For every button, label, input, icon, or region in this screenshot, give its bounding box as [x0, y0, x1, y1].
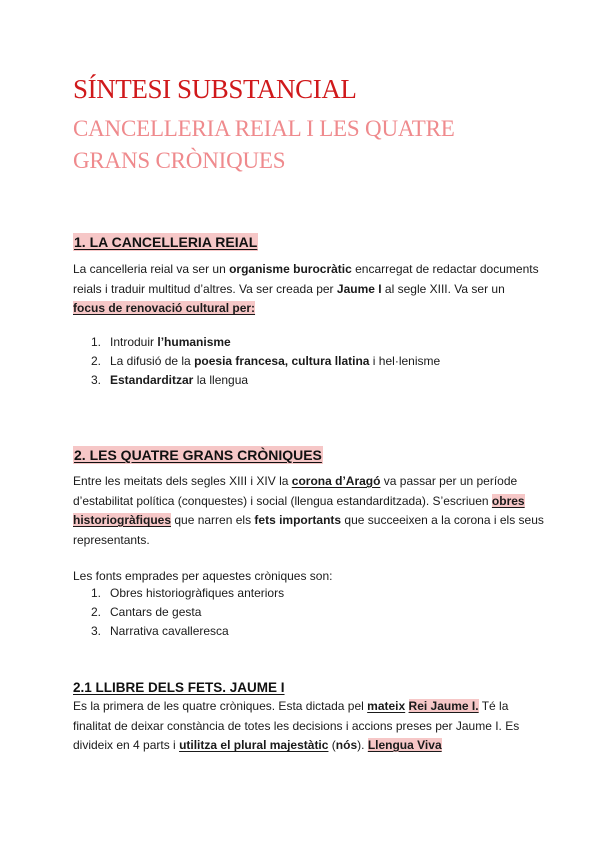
- highlighted-term: focus de renovació cultural per:: [73, 301, 256, 315]
- section-2-paragraph: [73, 472, 544, 550]
- list-number: 3.: [91, 373, 102, 387]
- section-1-paragraph: [73, 260, 539, 319]
- section-1-heading-text: 1. LA CANCELLERIA REIAL: [74, 234, 258, 250]
- subtitle-line-1: CANCELLERIA REIAL I LES QUATRE: [73, 116, 455, 141]
- list-text: [110, 354, 440, 368]
- highlighted-term: Rei Jaume I.: [408, 699, 479, 713]
- list-number: 2.: [91, 605, 102, 619]
- list-text: [110, 373, 248, 387]
- text-run: Té la: [478, 699, 509, 713]
- paragraph-line: [73, 260, 539, 280]
- list-number: 1.: [91, 586, 102, 600]
- bold-term: poesia francesa, cultura llatina: [194, 354, 370, 368]
- list-text: Cantars de gesta: [110, 605, 202, 619]
- text-run: Entre les meitats dels segles XIII i XIV la: [73, 474, 292, 488]
- bold-term: utilitza el plural majestàtic: [179, 738, 329, 752]
- paragraph-line: [73, 492, 544, 512]
- text-run: reials i traduir multitud d’altres. Va ser creada per: [73, 281, 337, 296]
- paragraph-line: [73, 697, 519, 717]
- subtitle-line-2: GRANS CRÒNIQUES: [73, 148, 286, 173]
- bold-term: corona d’Aragó: [291, 474, 381, 488]
- text-run: la llengua: [193, 373, 249, 387]
- bold-term: nós: [335, 738, 358, 752]
- text-run: que succeeixen a la corona i els seus: [341, 513, 544, 527]
- page-subtitle: [73, 113, 455, 177]
- list-text: [110, 335, 231, 349]
- highlighted-term: Llengua Viva: [367, 738, 442, 752]
- bold-term: organisme burocràtic: [229, 262, 352, 276]
- text-run: va passar per un període: [380, 474, 518, 488]
- text-run: La cancelleria reial va ser un: [73, 262, 230, 276]
- bold-term: Estandarditzar: [110, 373, 194, 387]
- page-title: SÍNTESI SUBSTANCIAL: [73, 74, 357, 104]
- paragraph-line: [73, 511, 544, 531]
- highlighted-term: obres: [491, 493, 525, 508]
- list-number: 1.: [91, 335, 102, 349]
- section-1-heading: [73, 234, 258, 250]
- highlighted-term: historiogràfiques: [73, 513, 172, 527]
- bold-term: Jaume I: [336, 281, 382, 296]
- text-run: encarregat de redactar documents: [351, 262, 539, 276]
- section-2-1-paragraph: [73, 697, 519, 756]
- text-run: al segle XIII. Va ser un: [381, 281, 505, 296]
- text-run: d’estabilitat política (conquestes) i social (llengua estandarditzada). S’escriuen: [73, 493, 492, 508]
- bold-term: fets importants: [254, 513, 342, 527]
- paragraph-line: finalitat de deixar constància de totes les decisions i accions preses per Jaume I. Es: [73, 718, 520, 733]
- text-run: que narren els: [171, 513, 255, 527]
- paragraph-line: [73, 280, 539, 300]
- text-run: La difusió de la: [110, 354, 195, 368]
- text-run: (: [328, 738, 336, 752]
- bold-term: l’humanisme: [157, 335, 231, 349]
- text-run: Es la primera de les quatre cròniques. Esta dictada pel: [73, 699, 368, 713]
- text-run: i hel·lenisme: [369, 354, 441, 368]
- text-run: Introduir: [110, 335, 158, 349]
- paragraph-line: [73, 299, 539, 319]
- text-run: ).: [357, 738, 368, 752]
- paragraph-line: [73, 736, 519, 756]
- list-number: 2.: [91, 354, 102, 368]
- paragraph-line: representants.: [73, 532, 150, 547]
- list-text: Narrativa cavalleresca: [110, 624, 229, 638]
- fonts-intro: Les fonts emprades per aquestes cròniques son:: [73, 569, 333, 583]
- paragraph-line: [73, 472, 544, 492]
- list-number: 3.: [91, 624, 102, 638]
- list-text: Obres historiogràfiques anteriors: [110, 586, 285, 600]
- section-2-1-heading: 2.1 LLIBRE DELS FETS. JAUME I: [73, 680, 285, 695]
- section-2-heading: [73, 447, 323, 463]
- text-run: divideix en 4 parts i: [73, 738, 180, 752]
- bold-term: mateix: [367, 699, 406, 713]
- section-2-heading-text: 2. LES QUATRE GRANS CRÒNIQUES: [74, 447, 322, 463]
